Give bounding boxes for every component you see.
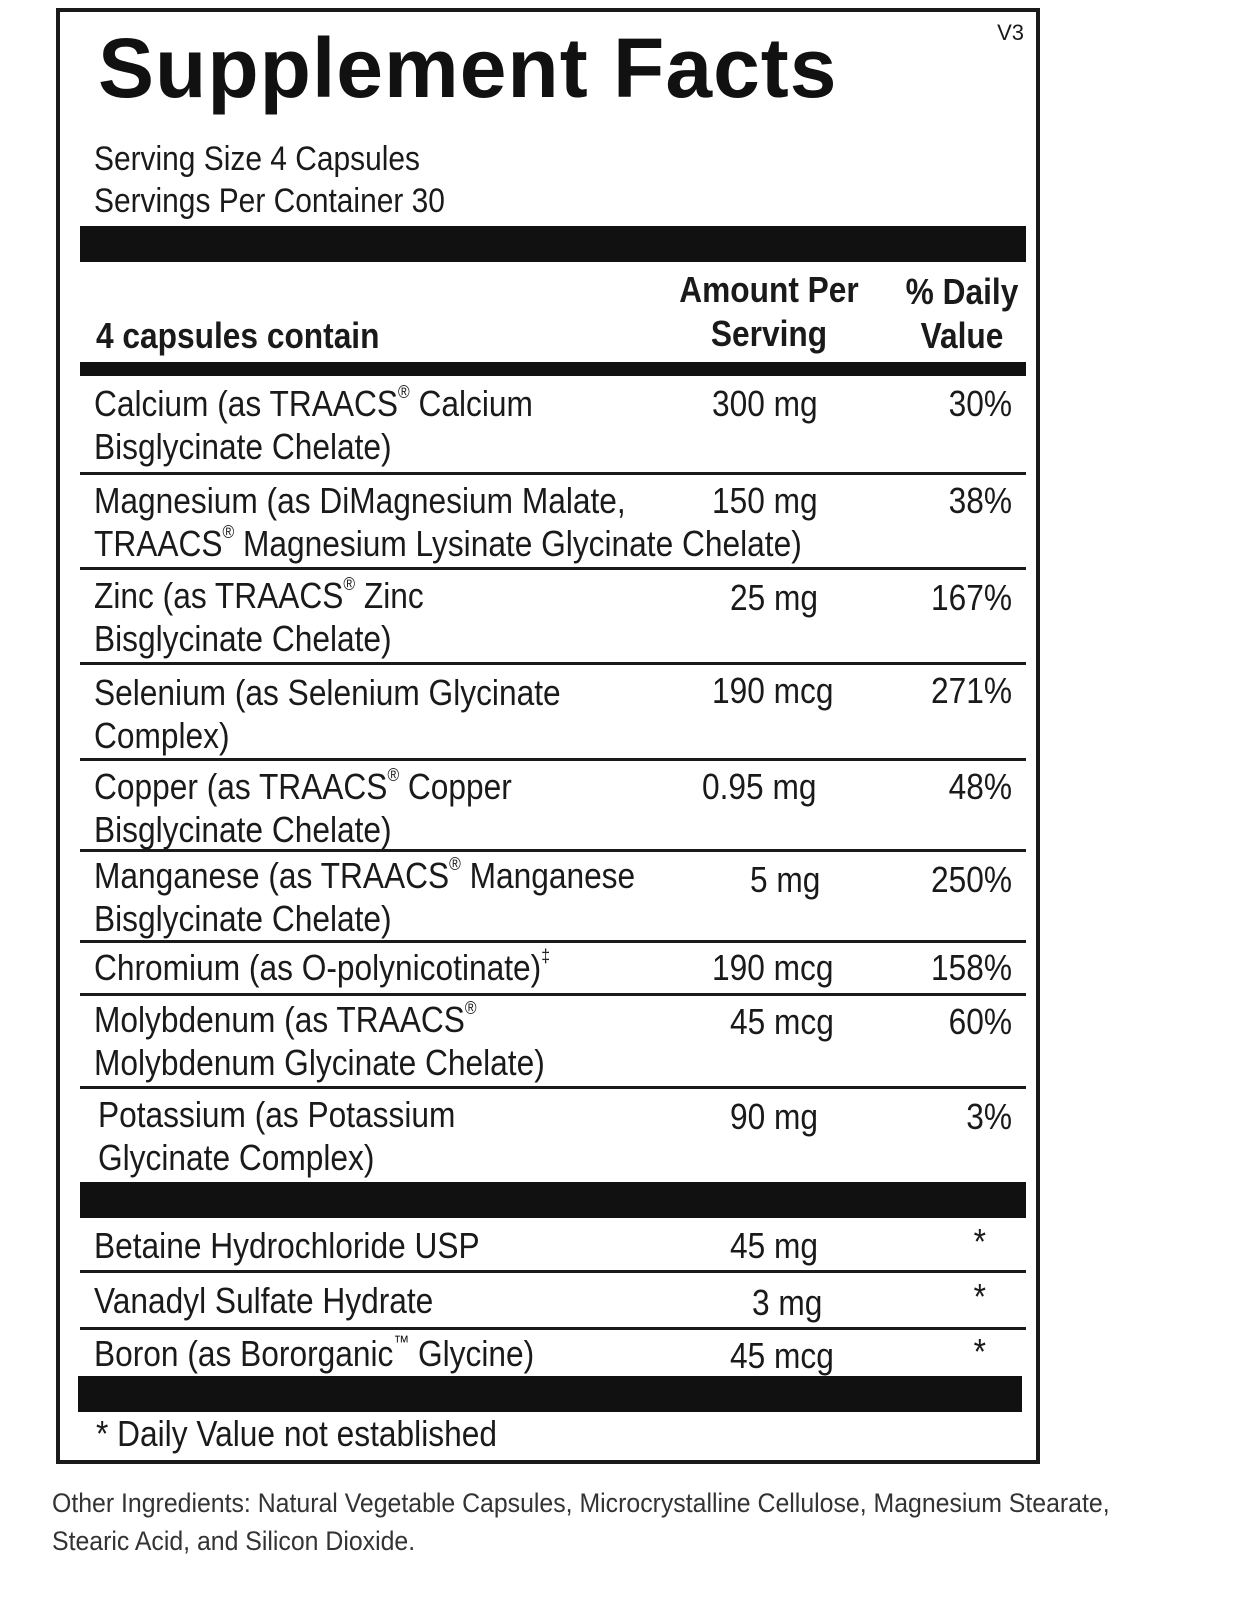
nutrient-daily-value: 48% bbox=[948, 766, 1012, 807]
nutrient-name: Manganese (as TRAACS® Manganese Bisglycinate Chelate) bbox=[94, 854, 636, 939]
table-row bbox=[80, 376, 1026, 475]
thick-divider bbox=[78, 1376, 1022, 1412]
table-row bbox=[80, 852, 1026, 943]
table-row bbox=[80, 1273, 1026, 1330]
nutrient-daily-value: 158% bbox=[930, 947, 1012, 988]
nutrient-name: Copper (as TRAACS® Copper Bisglycinate Chelate) bbox=[94, 765, 512, 850]
nutrient-daily-value: * bbox=[973, 1331, 986, 1372]
nutrient-amount: 150 mg bbox=[712, 480, 818, 521]
nutrient-amount: 190 mcg bbox=[712, 947, 834, 988]
nutrient-name: Calcium (as TRAACS® Calcium Bisglycinate Chelate) bbox=[94, 382, 533, 467]
panel-title: Supplement Facts bbox=[98, 21, 838, 115]
version-label: V3 bbox=[997, 20, 1024, 45]
nutrient-daily-value: * bbox=[973, 1276, 986, 1317]
table-row bbox=[80, 761, 1026, 852]
amount-header: Amount Per Serving bbox=[679, 269, 859, 354]
supplement-facts-panel bbox=[56, 8, 1040, 1464]
table-row bbox=[80, 1218, 1026, 1273]
nutrient-amount: 45 mcg bbox=[730, 1001, 834, 1042]
nutrient-name: Betaine Hydrochloride USP bbox=[94, 1225, 480, 1266]
other-ingredients: Other Ingredients: Natural Vegetable Capsules, Microcrystalline Cellulose, Magnesium Stearate, Stearic Acid, and Silicon Dioxide. bbox=[52, 1488, 1110, 1556]
nutrient-amount: 3 mg bbox=[752, 1282, 823, 1323]
table-row bbox=[80, 996, 1026, 1089]
thick-divider bbox=[80, 1182, 1026, 1218]
table-row bbox=[80, 1089, 1026, 1181]
table-row bbox=[80, 665, 1026, 761]
nutrient-daily-value: 38% bbox=[948, 480, 1012, 521]
nutrient-name: Potassium (as Potassium Glycinate Complex) bbox=[98, 1094, 456, 1178]
footnote: * Daily Value not established bbox=[96, 1413, 497, 1454]
table-row bbox=[80, 570, 1026, 665]
daily-value-header: % Daily Value bbox=[905, 271, 1019, 356]
table-row bbox=[80, 943, 1026, 996]
nutrient-daily-value: 271% bbox=[930, 670, 1012, 711]
nutrient-amount: 0.95 mg bbox=[702, 766, 817, 807]
nutrient-name: Chromium (as O-polynicotinate)‡ bbox=[94, 946, 551, 988]
thick-divider bbox=[80, 226, 1026, 262]
nutrient-name: Zinc (as TRAACS® Zinc Bisglycinate Chelate) bbox=[94, 574, 424, 659]
contains-header: 4 capsules contain bbox=[96, 315, 380, 356]
serving-size: Serving Size 4 Capsules bbox=[94, 140, 420, 178]
nutrient-daily-value: 167% bbox=[930, 577, 1012, 618]
nutrient-amount: 25 mg bbox=[730, 577, 819, 618]
nutrient-daily-value: 3% bbox=[966, 1096, 1012, 1137]
nutrient-name: Molybdenum (as TRAACS® Molybdenum Glycinate Chelate) bbox=[94, 998, 545, 1083]
nutrient-amount: 5 mg bbox=[750, 859, 821, 900]
nutrient-daily-value: * bbox=[973, 1221, 986, 1262]
nutrient-name: Magnesium (as DiMagnesium Malate, TRAACS® Magnesium Lysinate Glycinate Chelate) bbox=[94, 480, 802, 564]
nutrient-name: Boron (as Bororganic™ Glycine) bbox=[94, 1332, 535, 1374]
nutrient-amount: 300 mg bbox=[712, 383, 818, 424]
nutrient-name: Selenium (as Selenium Glycinate Complex) bbox=[94, 672, 561, 756]
nutrient-daily-value: 30% bbox=[948, 383, 1012, 424]
header-divider bbox=[80, 362, 1026, 376]
nutrient-daily-value: 250% bbox=[930, 859, 1012, 900]
nutrient-amount: 45 mg bbox=[730, 1225, 819, 1266]
servings-per-container: Servings Per Container 30 bbox=[94, 182, 445, 220]
nutrient-daily-value: 60% bbox=[948, 1001, 1012, 1042]
nutrient-amount: 190 mcg bbox=[712, 670, 834, 711]
nutrient-amount: 90 mg bbox=[730, 1096, 819, 1137]
table-row bbox=[80, 475, 1026, 570]
nutrient-name: Vanadyl Sulfate Hydrate bbox=[94, 1280, 434, 1321]
nutrient-amount: 45 mcg bbox=[730, 1335, 834, 1376]
table-row bbox=[80, 1330, 1026, 1376]
